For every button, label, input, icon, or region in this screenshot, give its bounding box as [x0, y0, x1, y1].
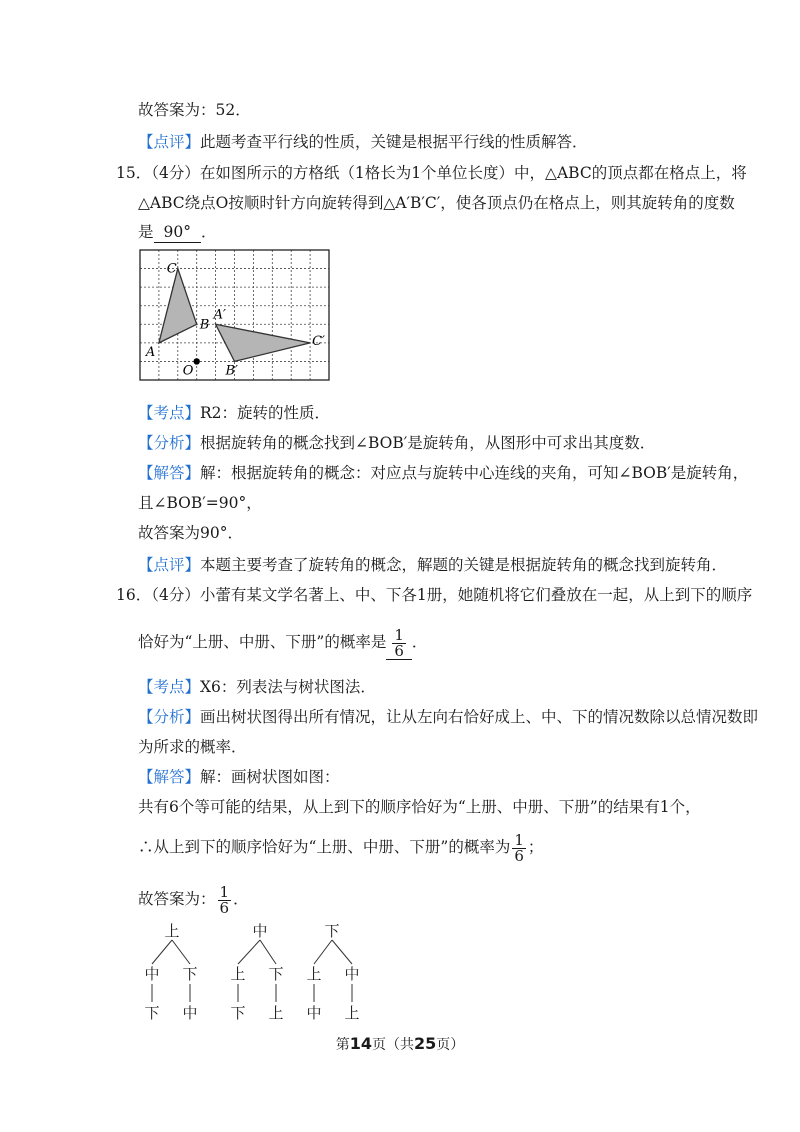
q16-answer-blank [386, 625, 412, 660]
tree-diagram [130, 920, 390, 1025]
tree-mid-node: 上 [230, 965, 246, 983]
tree-mid-node: 中 [344, 965, 360, 983]
q16-jieda3: ∴从上到下的顺序恰好为“上册、中册、下册”的概率为 $\frac{1}{6}$ ； [138, 830, 544, 865]
q15-jieda1: 【解答】解：根据旋转角的概念：对应点与旋转中心连线的夹角，可知∠BOB′是旋转角， [138, 464, 749, 482]
tree-mid-node: 中 [144, 965, 160, 983]
q15-fenxi: 【分析】根据旋转角的概念找到∠BOB′是旋转角，从图形中可求出其度数． [138, 434, 656, 452]
tree-edge [332, 940, 352, 964]
tree-edge [314, 940, 332, 964]
tree-edge [152, 940, 172, 964]
page-footer: 第14页（共25页） [335, 1034, 465, 1053]
q16-jieda2: 共有6个等可能的结果，从上到下的顺序恰好为“上册、中册、下册”的结果有1个， [138, 798, 701, 816]
q16-final: 故答案为： $\frac{1}{6}$ ． [138, 882, 249, 917]
tree-edge [172, 940, 190, 964]
tree-leaf-node: 下 [144, 1004, 160, 1022]
tree-edge [238, 940, 260, 964]
q16-fenxi1: 【分析】画出树状图得出所有情况，让从左向右恰好成上、中、下的情况数除以总情况数即 [138, 708, 759, 726]
tree-mid-node: 下 [268, 965, 284, 983]
tree-root-node: 上 [164, 922, 180, 940]
label-c-prime: C′ [312, 333, 326, 349]
tree-leaf-node: 中 [306, 1004, 322, 1022]
review-line-14: 【点评】此题考查平行线的性质，关键是根据平行线的性质解答． [138, 133, 588, 151]
q16-line1: 16．（4分）小蕾有某文学名著上、中、下各1册，她随机将它们叠放在一起，从上到下的顺序 [116, 586, 753, 604]
q15-answer: 90° [154, 222, 201, 243]
tree-leaf-node: 下 [230, 1004, 246, 1022]
rotation-center-point [194, 358, 200, 364]
q16-fenxi2: 为所求的概率． [138, 738, 247, 756]
q15-line1: 15．（4分）在如图所示的方格纸（1格长为1个单位长度）中，△ABC的顶点都在格点上，将 [116, 164, 747, 182]
tree-leaf-node: 中 [182, 1004, 198, 1022]
q16-final-fraction: $\frac{1}{6}$ [219, 882, 230, 917]
label-a: A [145, 344, 156, 360]
triangle-abc-rotated [216, 324, 311, 361]
tree-leaf-node: 上 [344, 1004, 360, 1022]
tree-root-node: 中 [252, 922, 268, 940]
label-c: C [166, 261, 177, 277]
page-total: 25 [414, 1034, 437, 1053]
q16-jieda1: 【解答】解：画树状图如图： [138, 768, 340, 786]
q16-answer-fraction: $\frac{1}{6}$ [394, 625, 404, 660]
label-o: O [182, 363, 194, 379]
q15-line3: 是 90° ． [138, 223, 217, 241]
q16-kaodian: 【考点】X6：列表法与树状图法． [138, 678, 376, 696]
q15-jieda2: 且∠BOB′=90°， [138, 494, 262, 512]
label-b: B [199, 317, 210, 333]
page-number: 14 [349, 1034, 372, 1053]
label-a-prime: A′ [213, 307, 226, 323]
q15-review: 【点评】本题主要考查了旋转角的概念，解题的关键是根据旋转角的概念找到旋转角． [138, 556, 728, 574]
tree-mid-node: 下 [182, 965, 198, 983]
q16-line2: 恰好为“上册、中册、下册”的概率是 $\frac{1}{6}$ ． [138, 625, 428, 660]
answer-line-14: 故答案为：52． [138, 101, 251, 119]
q16-prob-fraction: $\frac{1}{6}$ [514, 830, 524, 865]
q15-kaodian: 【考点】R2：旋转的性质． [138, 404, 331, 422]
tree-edge [260, 940, 276, 964]
label-b-prime: B′ [225, 363, 239, 379]
tree-root-node: 下 [324, 922, 340, 940]
tree-leaf-node: 上 [268, 1004, 284, 1022]
q15-line2: △ABC绕点O按顺时针方向旋转得到△A′B′C′，使各顶点仍在格点上，则其旋转角的度数 [138, 194, 735, 212]
q15-jieda3: 故答案为90°． [138, 524, 243, 542]
tree-nodes [144, 922, 359, 1022]
tree-mid-node: 上 [306, 965, 322, 983]
rotation-grid-figure [138, 248, 332, 382]
review-tag: 【点评】 [138, 133, 201, 151]
